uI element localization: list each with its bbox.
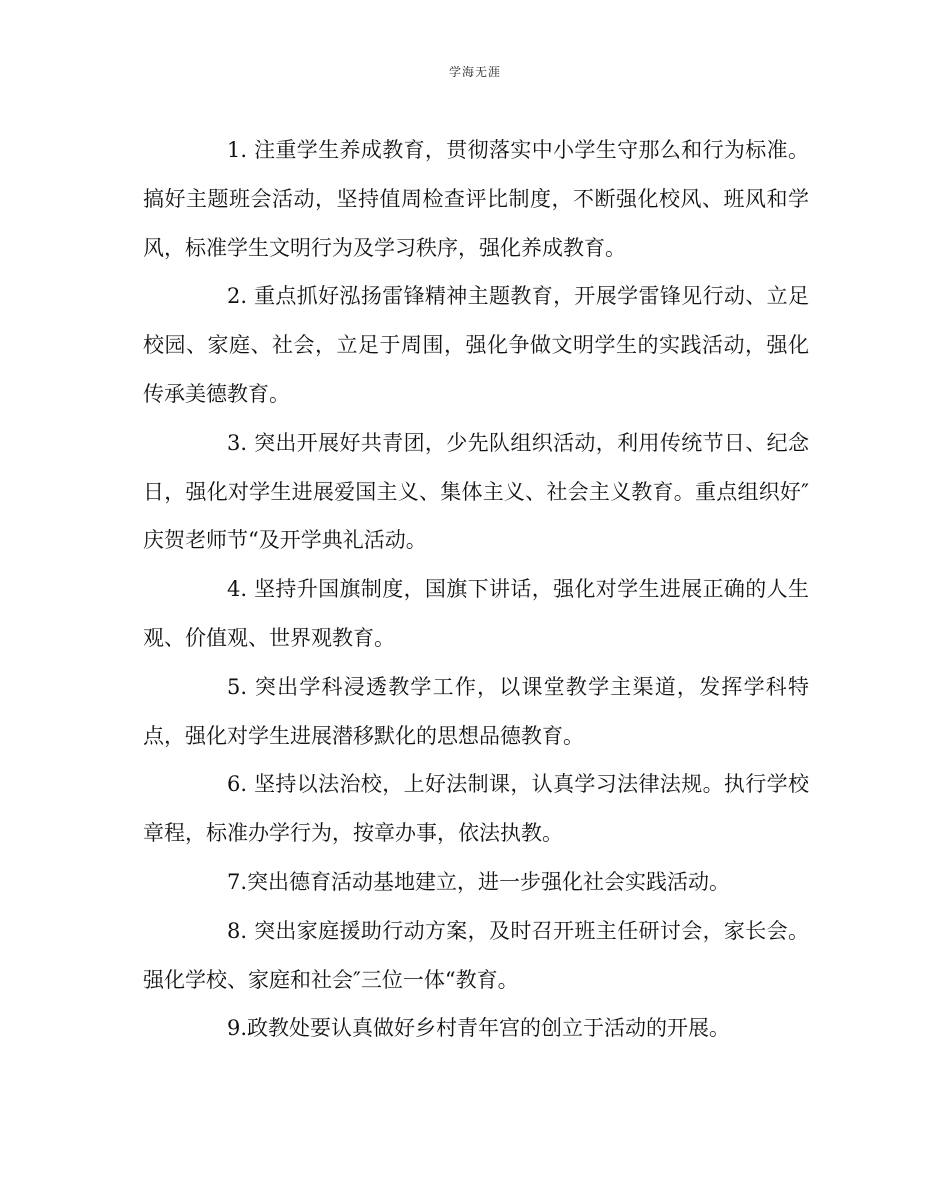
paragraph-1: 1. 注重学生养成教育，贯彻落实中小学生守那么和行为标准。搞好主题班会活动，坚持值周检查评比制度，不断强化校风、班风和学风，标准学生文明行为及学习秩序，强化养成教育。	[143, 138, 809, 260]
paragraph-7: 7.突出德育活动基地建立，进一步强化社会实践活动。	[227, 869, 731, 894]
paragraph-6: 6. 坚持以法治校，上好法制课，认真学习法律法规。执行学校章程，标准办学行为，按章办事，依法执教。	[143, 772, 809, 846]
paragraph-9: 9.政教处要认真做好乡村青年宫的创立于活动的开展。	[227, 1016, 731, 1041]
paragraph-4: 4. 坚持升国旗制度，国旗下讲话，强化对学生进展正确的人生观、价值观、世界观教育。	[143, 577, 809, 650]
document-body	[143, 126, 809, 1053]
paragraph-8: 8. 突出家庭援助行动方案，及时召开班主任研讨会，家长会。强化学校、家庭和社会″三位一体“教育。	[143, 918, 809, 992]
paragraph-3: 3. 突出开展好共青团，少先队组织活动，利用传统节日、纪念日，强化对学生进展爱国主义、集体主义、社会主义教育。重点组织好″庆贺老师节“及开学典礼活动。	[143, 430, 809, 553]
page-header: 学海无涯	[448, 65, 501, 79]
paragraph-2: 2. 重点抓好泓扬雷锋精神主题教育，开展学雷锋见行动、立足校园、家庭、社会，立足于周围，强化争做文明学生的实践活动，强化传承美德教育。	[143, 284, 809, 406]
paragraph-5: 5. 突出学科浸透教学工作，以课堂教学主渠道，发挥学科特点，强化对学生进展潜移默化的思想品德教育。	[143, 674, 809, 748]
